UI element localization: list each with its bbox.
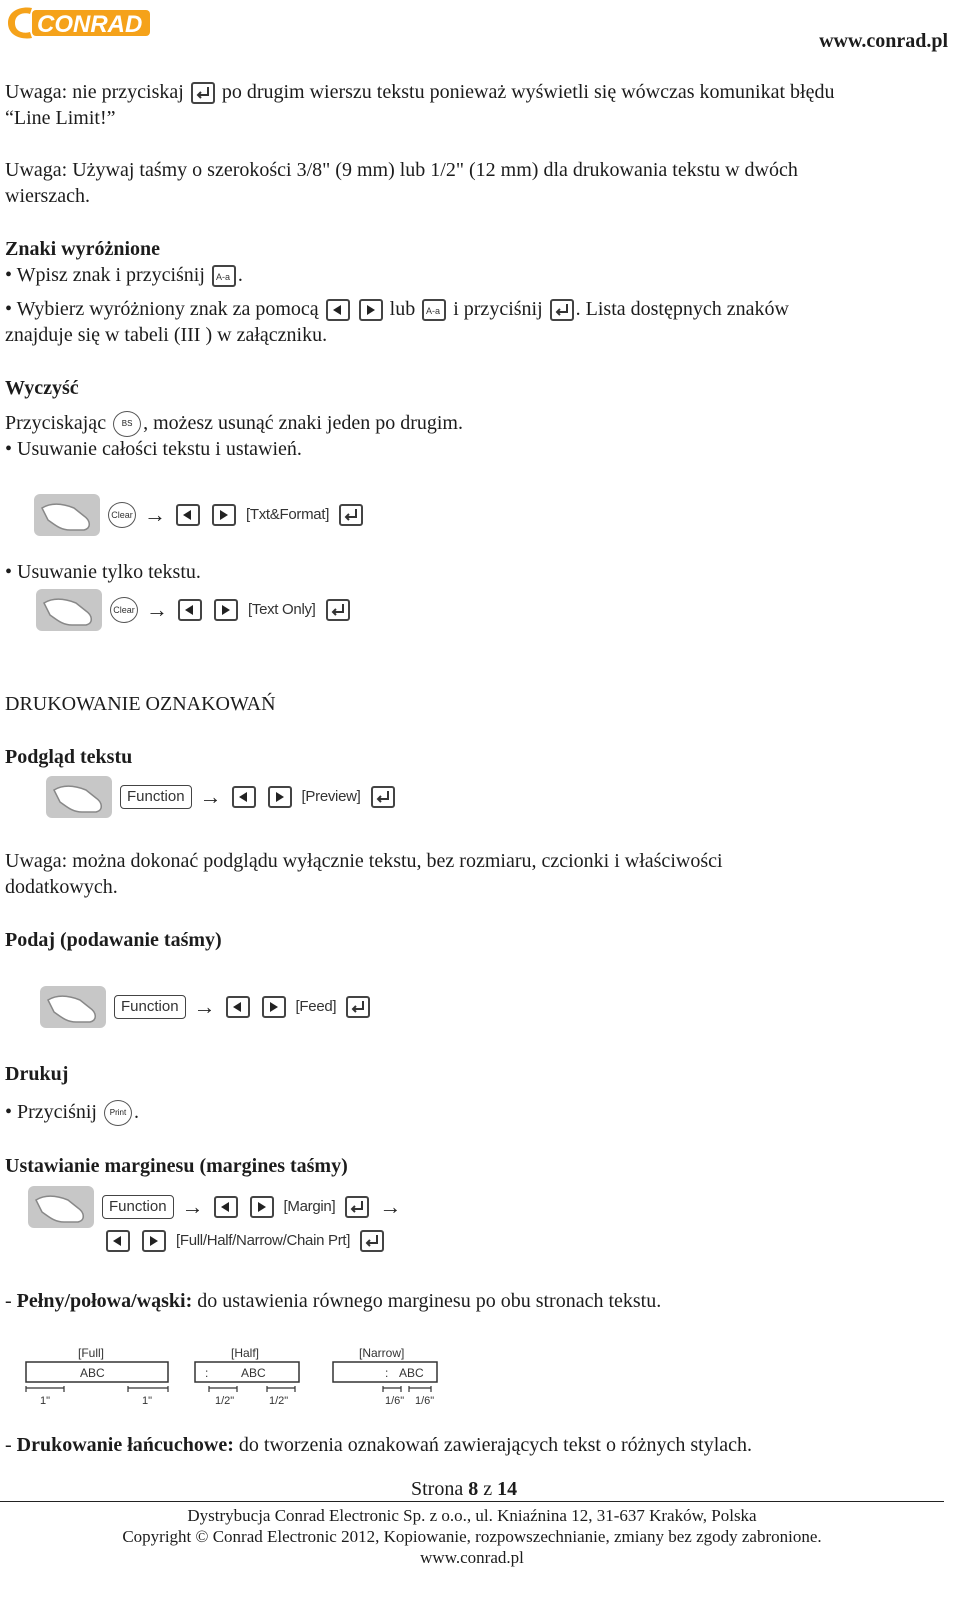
hand-press-icon xyxy=(46,776,112,818)
margin-example-half xyxy=(193,1346,303,1417)
enter-key-icon xyxy=(371,786,395,808)
margin-left-size: 1/2" xyxy=(215,1395,235,1407)
preview-note: Uwaga: można dokonać podglądu wyłącznie tekstu, bez rozmiaru, czcionki i właściwości xyxy=(5,850,723,872)
bullet1-period: . xyxy=(237,264,243,286)
dash: - xyxy=(5,1290,12,1312)
note-tape-width-line2: wierszach. xyxy=(5,185,90,207)
margin-example-narrow xyxy=(331,1346,441,1417)
margin-sample-text: ABC xyxy=(241,1366,266,1380)
heading-preview: Podgląd tekstu xyxy=(5,746,133,768)
footer-distributor: Dystrybucja Conrad Electronic Sp. z o.o., ul. Kniaźnina 12, 31-637 Kraków, Polska xyxy=(187,1506,757,1525)
svg-text::: : xyxy=(385,1366,389,1380)
bs-key-icon: BS xyxy=(113,411,141,437)
heading-feed: Podaj (podawanie taśmy) xyxy=(5,929,222,951)
margin-right-size: 1/6" xyxy=(415,1395,435,1407)
option-txt-format: [Txt&Format] xyxy=(246,506,330,523)
chain-term: Drukowanie łańcuchowe: xyxy=(16,1434,234,1456)
arrow-right-icon: → xyxy=(379,1194,402,1219)
bullet-clear-all: • Usuwanie całości tekstu i ustawień. xyxy=(5,438,302,460)
footer-copyright: Copyright © Conrad Electronic 2012, Kopiowanie, rozpowszechnianie, zmiany bez zgody zabronione. xyxy=(122,1527,822,1546)
margin-right-size: 1" xyxy=(142,1395,153,1407)
heading-print: Drukuj xyxy=(5,1063,69,1085)
right-arrow-key-icon xyxy=(359,299,383,321)
svg-text::: : xyxy=(205,1366,209,1380)
left-arrow-key-icon xyxy=(226,996,250,1018)
left-arrow-key-icon xyxy=(178,599,202,621)
clear-text: Przyciskając xyxy=(5,412,107,434)
bullet2-text-cont: . Lista dostępnych znaków xyxy=(575,298,789,320)
enter-key-icon xyxy=(191,82,215,104)
bullet-accent-press xyxy=(5,262,243,288)
page-number: Strona 8 z 14 xyxy=(411,1478,518,1500)
left-arrow-key-icon xyxy=(176,504,200,526)
chain-print-description xyxy=(5,1432,752,1458)
note1-text-cont: po drugim wierszu tekstu ponieważ wyświetli się wówczas komunikat błędu xyxy=(221,81,835,103)
margin-definition: do ustawienia równego marginesu po obu stronach tekstu. xyxy=(197,1290,662,1312)
enter-key-icon xyxy=(550,299,574,321)
option-feed: [Feed] xyxy=(295,998,337,1015)
heading-accented-chars: Znaki wyróżnione xyxy=(5,238,161,260)
footer-url: www.conrad.pl xyxy=(420,1548,524,1567)
hand-press-icon xyxy=(36,589,102,631)
arrow-right-icon: → xyxy=(144,502,166,527)
heading-margin: Ustawianie marginesu (margines taśmy) xyxy=(5,1155,348,1177)
chain-definition: do tworzenia oznakowań zawierających tekst o różnych stylach. xyxy=(238,1434,753,1456)
dash: - xyxy=(5,1434,12,1456)
right-arrow-key-icon xyxy=(142,1230,166,1252)
arrow-right-icon: → xyxy=(181,1194,204,1219)
conrad-logo xyxy=(4,4,154,42)
note1-text: Uwaga: nie przyciskaj xyxy=(5,81,184,103)
bullet-print xyxy=(5,1099,139,1126)
sequence-preview xyxy=(46,776,397,818)
bullet2-or: lub xyxy=(389,298,416,320)
sequence-margin-options xyxy=(104,1228,386,1254)
note1-line2: “Line Limit!” xyxy=(5,107,116,129)
right-arrow-key-icon xyxy=(214,599,238,621)
margin-left-size: 1/6" xyxy=(385,1395,405,1407)
margin-sample-text: ABC xyxy=(399,1366,424,1380)
bullet2-line2: znajduje się w tabeli (III ) w załączniku. xyxy=(5,324,328,346)
right-arrow-key-icon xyxy=(250,1196,274,1218)
left-arrow-key-icon xyxy=(326,299,350,321)
note-tape-width: Uwaga: Używaj taśmy o szerokości 3/8" (9 mm) lub 1/2" (12 mm) dla drukowania tekstu w dwóch xyxy=(5,159,798,181)
bullet2-press: i przyciśnij xyxy=(453,298,543,320)
enter-key-icon xyxy=(345,1196,369,1218)
enter-key-icon xyxy=(339,504,363,526)
arrow-right-icon: → xyxy=(193,994,216,1019)
clear-key-icon: Clear xyxy=(108,502,136,528)
bullet-clear-text: • Usuwanie tylko tekstu. xyxy=(5,561,201,583)
option-text-only: [Text Only] xyxy=(248,601,316,618)
margin-term: Pełny/połowa/wąski: xyxy=(16,1290,193,1312)
print-period: . xyxy=(134,1101,139,1123)
function-key: Function xyxy=(120,785,192,809)
clear-key-icon: Clear xyxy=(110,597,138,623)
svg-text:A-a: A-a xyxy=(426,306,441,317)
margin-right-size: 1/2" xyxy=(269,1395,289,1407)
hand-press-icon xyxy=(28,1186,94,1228)
function-key: Function xyxy=(102,1195,174,1219)
margin-example-full xyxy=(24,1346,170,1417)
svg-text:A-a: A-a xyxy=(215,272,230,283)
right-arrow-key-icon xyxy=(262,996,286,1018)
sequence-clear-text xyxy=(36,589,352,631)
arrow-right-icon: → xyxy=(146,597,168,622)
margin-left-size: 1" xyxy=(40,1395,51,1407)
option-margin: [Margin] xyxy=(283,1198,336,1215)
hand-press-icon xyxy=(34,494,100,536)
right-arrow-key-icon xyxy=(268,786,292,808)
svg-text:CONRAD: CONRAD xyxy=(37,11,143,38)
margin-label: [Full] xyxy=(78,1346,105,1360)
left-arrow-key-icon xyxy=(232,786,256,808)
accent-key-icon xyxy=(422,299,446,321)
left-arrow-key-icon xyxy=(214,1196,238,1218)
hand-press-icon xyxy=(40,986,106,1028)
preview-note-line2: dodatkowych. xyxy=(5,876,118,898)
print-text: • Przyciśnij xyxy=(5,1101,97,1123)
sequence-feed xyxy=(40,986,372,1028)
margin-label: [Half] xyxy=(231,1346,260,1360)
sequence-margin xyxy=(28,1186,401,1228)
print-key-icon: Print xyxy=(104,1100,132,1126)
margin-label: [Narrow] xyxy=(359,1346,405,1360)
note-enter-line-limit xyxy=(5,79,834,105)
bullet2-text: • Wybierz wyróżniony znak za pomocą xyxy=(5,298,319,320)
sequence-clear-all xyxy=(34,494,365,536)
margin-sample-text: ABC xyxy=(80,1366,105,1380)
option-margin-types: [Full/Half/Narrow/Chain Prt] xyxy=(176,1232,351,1249)
option-preview: [Preview] xyxy=(301,788,361,805)
accent-key-icon xyxy=(212,265,236,287)
heading-clear: Wyczyść xyxy=(5,377,79,399)
site-url: www.conrad.pl xyxy=(819,30,948,52)
bullet1-text: • Wpisz znak i przyciśnij xyxy=(5,264,205,286)
arrow-right-icon: → xyxy=(199,784,222,809)
clear-text-cont: , możesz usunąć znaki jeden po drugim. xyxy=(143,412,463,434)
conrad-logo-graphic xyxy=(4,4,154,42)
heading-printing-labels: DRUKOWANIE OZNAKOWAŃ xyxy=(5,693,276,715)
left-arrow-key-icon xyxy=(106,1230,130,1252)
enter-key-icon xyxy=(360,1230,384,1252)
enter-key-icon xyxy=(326,599,350,621)
footer-divider xyxy=(0,1501,944,1502)
function-key: Function xyxy=(114,995,186,1019)
margin-description xyxy=(5,1288,661,1314)
right-arrow-key-icon xyxy=(212,504,236,526)
clear-description xyxy=(5,410,463,437)
bullet-accent-select xyxy=(5,296,789,322)
enter-key-icon xyxy=(346,996,370,1018)
